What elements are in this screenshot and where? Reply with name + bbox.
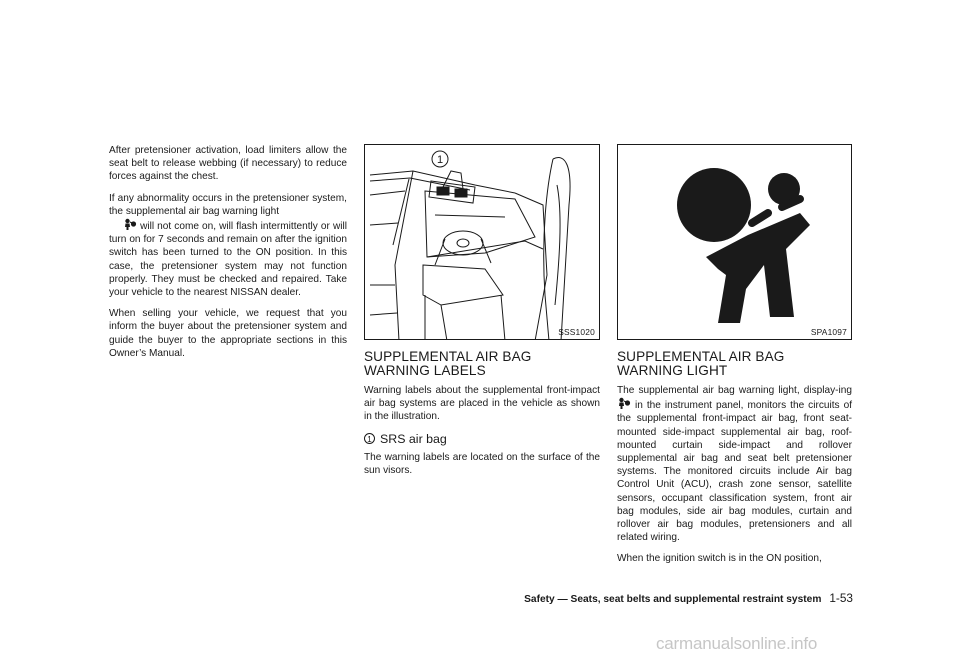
section-heading-light: SUPPLEMENTAL AIR BAG WARNING LIGHT <box>617 349 785 378</box>
item-srs-air-bag <box>364 432 600 446</box>
paragraph-abnormality-a: If any abnormality occurs in the pretensioner system, the supplemental air bag warning light <box>109 192 347 217</box>
paragraph-warning-light-b: in the instrument panel, monitors the circuits of the supplemental front-impact air bag, front seat-mounted side-impact supplemental air bag, roof-mounted curtain side-impact and rollover supplemental air bag and seat belt pretensioner systems. The monitored circuits include Air bag Control Unit (ACU), crash zone sensor, satellite sensors, occupant classification system, front air bag modules, side air bag modules, curtain and rollover air bag modules, pretensioners and all related wiring. <box>617 400 852 544</box>
paragraph-abnormality-b: will not come on, will flash intermittently or will turn on for 7 seconds and remain on after the ignition switch has been turned to the ON position. In this case, the pretensioner system may not function properly. They must be checked and repaired. Take your vehicle to the nearest NISSAN dealer. <box>109 221 347 299</box>
watermark: carmanualsonline.info <box>656 634 818 653</box>
callout-number: 1 <box>436 154 444 166</box>
paragraph-abnormality <box>109 192 347 300</box>
airbag-warning-icon <box>617 397 631 410</box>
paragraph-load-limiters: After pretensioner activation, load limiters allow the seat belt to release webbing (if necessary) to reduce forces against the chest. <box>109 145 347 183</box>
column-middle <box>364 144 600 485</box>
paragraph-warning-light-a: The supplemental air bag warning light, display-ing <box>617 385 852 396</box>
car-interior-illustration <box>365 145 600 340</box>
figure-id: SSS1020 <box>558 327 595 337</box>
page-number: 1-53 <box>829 591 853 605</box>
figure-warning-labels <box>364 144 600 340</box>
column-right <box>617 144 852 574</box>
paragraph-label-location: The warning labels are located on the surface of the sun visors. <box>364 451 600 476</box>
paragraph-warning-light <box>617 384 852 544</box>
figure-id: SPA1097 <box>810 327 847 337</box>
airbag-symbol-icon <box>618 145 852 340</box>
footer-title: Safety — Seats, seat belts and supplemental restraint system <box>524 594 822 605</box>
paragraph-labels-intro: Warning labels about the supplemental front-impact air bag systems are placed in the vehicle as shown in the illustration. <box>364 385 600 423</box>
column-left <box>109 144 347 368</box>
figure-warning-light <box>617 144 852 340</box>
item-label: SRS air bag <box>380 431 447 446</box>
paragraph-ignition-on: When the ignition switch is in the ON position, <box>617 553 822 565</box>
paragraph-selling: When selling your vehicle, we request that you inform the buyer about the pretensioner system and guide the buyer to the appropriate sections in this Owner’s Manual. <box>109 308 347 359</box>
airbag-warning-icon <box>123 218 137 231</box>
page-footer <box>491 589 853 607</box>
item-number-badge: 1 <box>364 433 375 444</box>
section-heading-labels: SUPPLEMENTAL AIR BAG WARNING LABELS <box>364 349 532 378</box>
